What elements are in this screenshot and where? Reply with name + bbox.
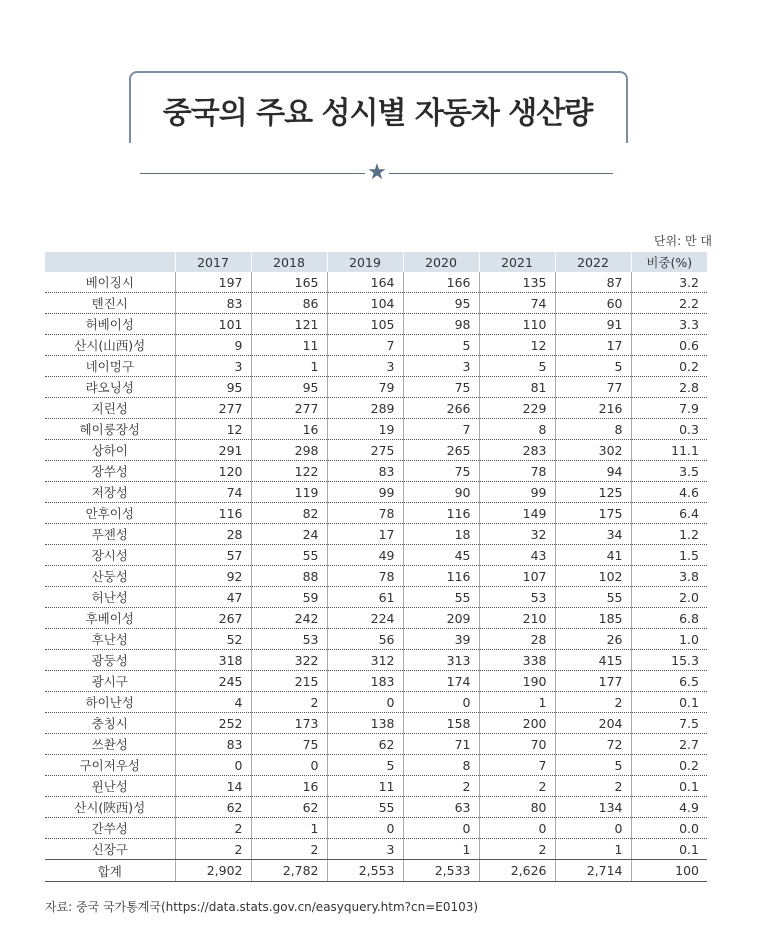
value-cell: 12 [479,335,555,356]
value-cell: 49 [327,545,403,566]
value-cell: 110 [479,314,555,335]
header-row [45,252,707,272]
region-name-cell: 랴오닝성 [45,377,175,398]
region-name-cell: 안후이성 [45,503,175,524]
value-cell: 0.2 [631,356,707,377]
table-row [45,482,707,503]
value-cell: 8 [479,419,555,440]
value-cell: 415 [555,650,631,671]
value-cell: 14 [175,776,251,797]
table-row [45,797,707,818]
value-cell: 87 [555,272,631,293]
value-cell: 5 [555,356,631,377]
value-cell: 7.9 [631,398,707,419]
value-cell: 7 [403,419,479,440]
value-cell: 74 [479,293,555,314]
value-cell: 59 [251,587,327,608]
value-cell: 245 [175,671,251,692]
value-cell: 94 [555,461,631,482]
value-cell: 252 [175,713,251,734]
value-cell: 92 [175,566,251,587]
value-cell: 3.3 [631,314,707,335]
value-cell: 2 [479,776,555,797]
value-cell: 165 [251,272,327,293]
value-cell: 95 [251,377,327,398]
value-cell: 17 [555,335,631,356]
page-title: 중국의 주요 성시별 자동차 생산량 [162,96,593,131]
value-cell: 5 [479,356,555,377]
region-name-cell: 상하이 [45,440,175,461]
region-name-cell: 헤이룽장성 [45,419,175,440]
table-row [45,734,707,755]
value-cell: 120 [175,461,251,482]
region-name-cell: 푸젠성 [45,524,175,545]
value-cell: 0 [403,818,479,839]
region-name-cell: 광시구 [45,671,175,692]
value-cell: 95 [403,293,479,314]
value-cell: 47 [175,587,251,608]
region-name-cell: 하이난성 [45,692,175,713]
table-row [45,650,707,671]
value-cell: 81 [479,377,555,398]
value-cell: 135 [479,272,555,293]
value-cell: 53 [251,629,327,650]
value-cell: 2.7 [631,734,707,755]
region-name-cell: 허난성 [45,587,175,608]
region-name-cell: 간쑤성 [45,818,175,839]
value-cell: 318 [175,650,251,671]
value-cell: 16 [251,776,327,797]
table-row [45,545,707,566]
value-cell: 99 [479,482,555,503]
source-note: 자료: 중국 국가통계국(https://data.stats.gov.cn/easyquery.htm?cn=E0103) [45,900,479,914]
value-cell: 3.5 [631,461,707,482]
region-name-cell: 톈진시 [45,293,175,314]
region-name-cell: 지린성 [45,398,175,419]
region-name-cell: 구이저우성 [45,755,175,776]
value-cell: 4.6 [631,482,707,503]
value-cell: 75 [403,377,479,398]
value-cell: 75 [251,734,327,755]
table-row [45,272,707,293]
value-cell: 105 [327,314,403,335]
unit-label: 단위: 만 대 [653,234,712,248]
table-row [45,608,707,629]
value-cell: 302 [555,440,631,461]
value-cell: 82 [251,503,327,524]
value-cell: 98 [403,314,479,335]
value-cell: 134 [555,797,631,818]
value-cell: 41 [555,545,631,566]
value-cell: 283 [479,440,555,461]
value-cell: 53 [479,587,555,608]
value-cell: 6.5 [631,671,707,692]
value-cell: 0 [479,818,555,839]
value-cell: 2 [251,692,327,713]
value-cell: 275 [327,440,403,461]
region-name-cell: 산시(陜西)성 [45,797,175,818]
production-table [45,252,707,882]
region-name-cell: 장시성 [45,545,175,566]
value-cell: 209 [403,608,479,629]
value-cell: 0.1 [631,692,707,713]
value-cell: 2.8 [631,377,707,398]
value-cell: 60 [555,293,631,314]
value-cell: 11 [327,776,403,797]
value-cell: 1 [555,839,631,860]
value-cell: 3.2 [631,272,707,293]
value-cell: 16 [251,419,327,440]
value-cell: 57 [175,545,251,566]
region-name-cell: 신장구 [45,839,175,860]
value-cell: 183 [327,671,403,692]
table-row [45,776,707,797]
value-cell: 224 [327,608,403,629]
value-cell: 55 [555,587,631,608]
value-cell: 2 [555,692,631,713]
value-cell: 3 [403,356,479,377]
value-cell: 174 [403,671,479,692]
value-cell: 0.1 [631,776,707,797]
value-cell: 216 [555,398,631,419]
value-cell: 0.3 [631,419,707,440]
value-cell: 17 [327,524,403,545]
value-cell: 62 [175,797,251,818]
table-row [45,503,707,524]
value-cell: 43 [479,545,555,566]
value-cell: 102 [555,566,631,587]
value-cell: 1 [403,839,479,860]
value-cell: 5 [555,755,631,776]
region-name-cell: 광둥성 [45,650,175,671]
header-cell: 비중(%) [631,252,707,272]
value-cell: 2 [251,839,327,860]
value-cell: 79 [327,377,403,398]
table-row [45,356,707,377]
value-cell: 119 [251,482,327,503]
value-cell: 55 [327,797,403,818]
value-cell: 83 [327,461,403,482]
value-cell: 3 [327,356,403,377]
value-cell: 1 [479,692,555,713]
table-row [45,293,707,314]
value-cell: 0 [251,755,327,776]
value-cell: 56 [327,629,403,650]
value-cell: 122 [251,461,327,482]
value-cell: 26 [555,629,631,650]
table-row [45,314,707,335]
table-row [45,671,707,692]
value-cell: 70 [479,734,555,755]
value-cell: 3 [175,356,251,377]
value-cell: 277 [175,398,251,419]
value-cell: 138 [327,713,403,734]
total-label: 합계 [45,860,175,882]
value-cell: 9 [175,335,251,356]
region-name-cell: 충칭시 [45,713,175,734]
value-cell: 95 [175,377,251,398]
value-cell: 266 [403,398,479,419]
value-cell: 197 [175,272,251,293]
value-cell: 78 [327,503,403,524]
region-name-cell: 후난성 [45,629,175,650]
table-row [45,524,707,545]
value-cell: 0 [327,692,403,713]
header-cell: 2017 [175,252,251,272]
value-cell: 3.8 [631,566,707,587]
header-cell [45,252,175,272]
value-cell: 0.6 [631,335,707,356]
region-name-cell: 쓰촨성 [45,734,175,755]
value-cell: 298 [251,440,327,461]
table-row [45,377,707,398]
region-name-cell: 후베이성 [45,608,175,629]
value-cell: 11.1 [631,440,707,461]
value-cell: 24 [251,524,327,545]
value-cell: 39 [403,629,479,650]
value-cell: 63 [403,797,479,818]
star-icon: ★ [365,160,389,186]
total-cell: 2,714 [555,860,631,882]
value-cell: 88 [251,566,327,587]
value-cell: 265 [403,440,479,461]
region-name-cell: 허베이성 [45,314,175,335]
value-cell: 289 [327,398,403,419]
value-cell: 125 [555,482,631,503]
value-cell: 1.2 [631,524,707,545]
value-cell: 0 [327,818,403,839]
total-cell: 2,553 [327,860,403,882]
value-cell: 215 [251,671,327,692]
region-name-cell: 네이멍구 [45,356,175,377]
value-cell: 28 [479,629,555,650]
value-cell: 91 [555,314,631,335]
value-cell: 185 [555,608,631,629]
region-name-cell: 윈난성 [45,776,175,797]
table-row [45,629,707,650]
value-cell: 149 [479,503,555,524]
value-cell: 52 [175,629,251,650]
value-cell: 78 [327,566,403,587]
value-cell: 55 [403,587,479,608]
value-cell: 101 [175,314,251,335]
value-cell: 8 [403,755,479,776]
value-cell: 242 [251,608,327,629]
region-name-cell: 산시(山西)성 [45,335,175,356]
value-cell: 291 [175,440,251,461]
value-cell: 116 [403,566,479,587]
table-row [45,566,707,587]
value-cell: 204 [555,713,631,734]
table-row [45,692,707,713]
value-cell: 1.5 [631,545,707,566]
value-cell: 3 [327,839,403,860]
region-name-cell: 베이징시 [45,272,175,293]
value-cell: 166 [403,272,479,293]
value-cell: 0.0 [631,818,707,839]
value-cell: 175 [555,503,631,524]
value-cell: 173 [251,713,327,734]
value-cell: 15.3 [631,650,707,671]
value-cell: 71 [403,734,479,755]
total-cell: 2,626 [479,860,555,882]
value-cell: 116 [175,503,251,524]
value-cell: 72 [555,734,631,755]
value-cell: 62 [251,797,327,818]
table-body [45,272,707,860]
value-cell: 86 [251,293,327,314]
table-row [45,335,707,356]
table-row [45,755,707,776]
value-cell: 0 [175,755,251,776]
value-cell: 267 [175,608,251,629]
header-cell: 2021 [479,252,555,272]
value-cell: 34 [555,524,631,545]
value-cell: 2 [175,839,251,860]
value-cell: 6.8 [631,608,707,629]
value-cell: 1.0 [631,629,707,650]
value-cell: 2.0 [631,587,707,608]
value-cell: 1 [251,356,327,377]
total-cell: 2,782 [251,860,327,882]
region-name-cell: 산둥성 [45,566,175,587]
value-cell: 107 [479,566,555,587]
value-cell: 7.5 [631,713,707,734]
table-row [45,419,707,440]
table-row [45,398,707,419]
total-cell: 2,533 [403,860,479,882]
value-cell: 5 [327,755,403,776]
value-cell: 200 [479,713,555,734]
value-cell: 45 [403,545,479,566]
value-cell: 19 [327,419,403,440]
value-cell: 7 [327,335,403,356]
value-cell: 121 [251,314,327,335]
value-cell: 312 [327,650,403,671]
value-cell: 4 [175,692,251,713]
value-cell: 2.2 [631,293,707,314]
value-cell: 77 [555,377,631,398]
value-cell: 277 [251,398,327,419]
value-cell: 11 [251,335,327,356]
value-cell: 28 [175,524,251,545]
value-cell: 190 [479,671,555,692]
value-cell: 61 [327,587,403,608]
total-row [45,860,707,882]
table-row [45,587,707,608]
value-cell: 177 [555,671,631,692]
value-cell: 0.1 [631,839,707,860]
value-cell: 2 [479,839,555,860]
value-cell: 80 [479,797,555,818]
value-cell: 83 [175,293,251,314]
value-cell: 75 [403,461,479,482]
header-cell: 2020 [403,252,479,272]
value-cell: 62 [327,734,403,755]
region-name-cell: 저장성 [45,482,175,503]
value-cell: 18 [403,524,479,545]
value-cell: 313 [403,650,479,671]
header-cell: 2022 [555,252,631,272]
table-row [45,818,707,839]
value-cell: 32 [479,524,555,545]
value-cell: 90 [403,482,479,503]
table-row [45,839,707,860]
value-cell: 99 [327,482,403,503]
value-cell: 210 [479,608,555,629]
table-row [45,461,707,482]
value-cell: 4.9 [631,797,707,818]
value-cell: 158 [403,713,479,734]
table-row [45,440,707,461]
value-cell: 338 [479,650,555,671]
value-cell: 0 [555,818,631,839]
value-cell: 116 [403,503,479,524]
value-cell: 8 [555,419,631,440]
value-cell: 12 [175,419,251,440]
header-cell: 2019 [327,252,403,272]
value-cell: 0.2 [631,755,707,776]
value-cell: 1 [251,818,327,839]
region-name-cell: 장쑤성 [45,461,175,482]
value-cell: 2 [175,818,251,839]
value-cell: 2 [403,776,479,797]
value-cell: 74 [175,482,251,503]
value-cell: 78 [479,461,555,482]
value-cell: 5 [403,335,479,356]
value-cell: 164 [327,272,403,293]
value-cell: 2 [555,776,631,797]
value-cell: 55 [251,545,327,566]
total-cell: 100 [631,860,707,882]
value-cell: 7 [479,755,555,776]
value-cell: 229 [479,398,555,419]
header-cell: 2018 [251,252,327,272]
value-cell: 6.4 [631,503,707,524]
value-cell: 0 [403,692,479,713]
value-cell: 83 [175,734,251,755]
value-cell: 104 [327,293,403,314]
value-cell: 322 [251,650,327,671]
table-row [45,713,707,734]
total-cell: 2,902 [175,860,251,882]
